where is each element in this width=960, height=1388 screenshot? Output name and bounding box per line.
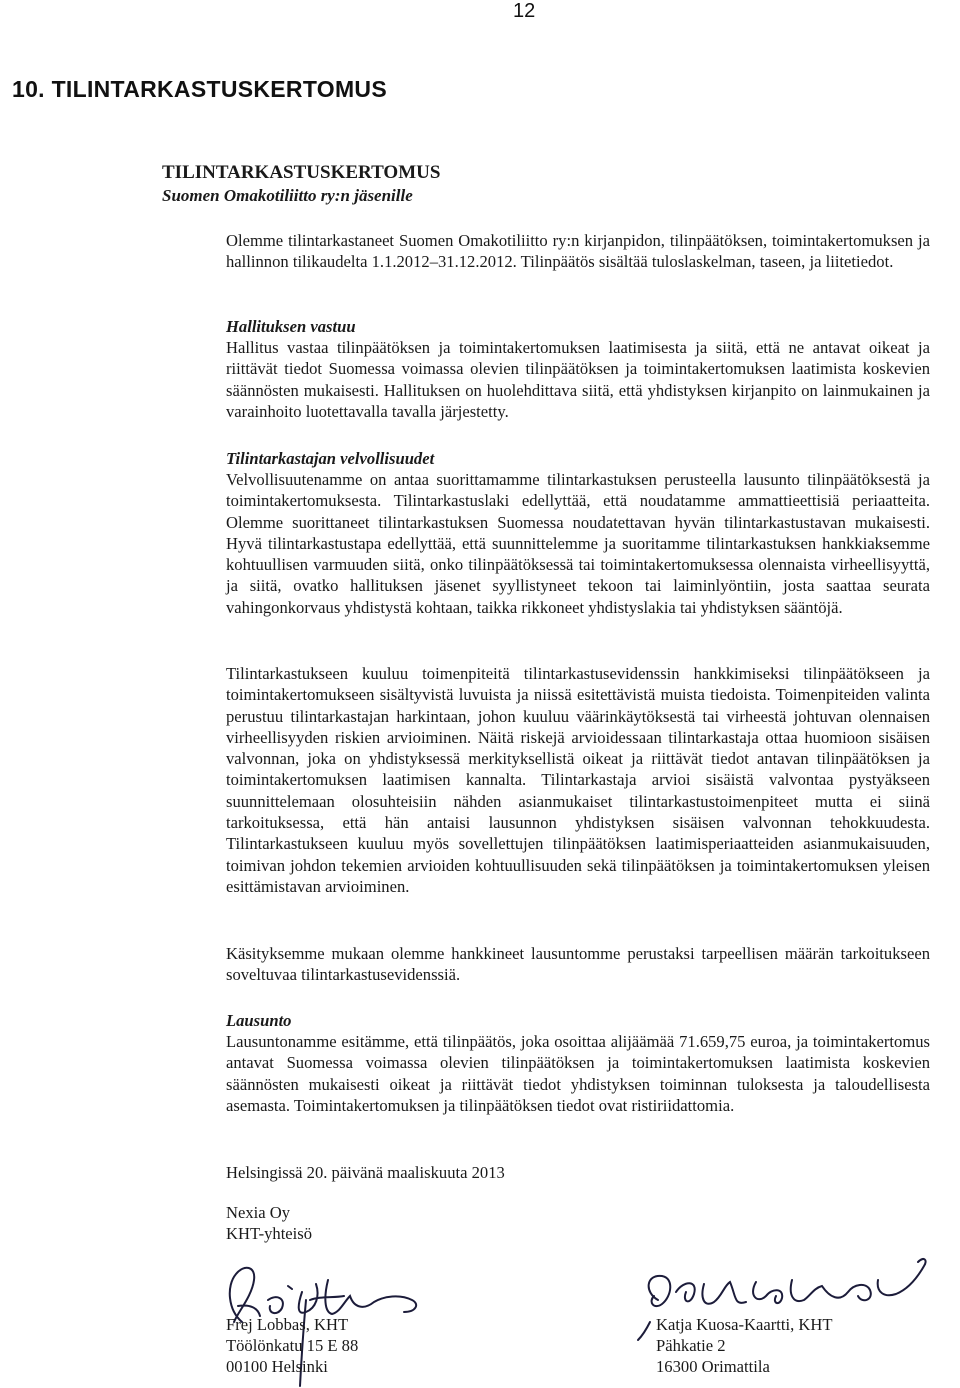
audit-firm-type: KHT-yhteisö [226,1224,313,1243]
right-signatory-street: Pähkatie 2 [656,1336,726,1355]
page-number: 12 [513,0,536,22]
place-date: Helsingissä 20. päivänä maaliskuuta 2013 [226,1163,505,1182]
evidence-paragraph: Käsityksemme mukaan olemme hankkineet lausuntomme perustaksi tarpeellisen määrän tarkoitukseen soveltuvaa tilintarkastusevidenssiä. [226,944,930,985]
scanned-audit-report [0,150,960,1387]
opinion-heading: Lausunto [226,1011,292,1030]
audit-procedures-block [226,663,930,897]
opinion-section [226,1010,930,1116]
intro-paragraph: Olemme tilintarkastaneet Suomen Omakotiliitto ry:n kirjanpidon, tilinpäätöksen, toimintakertomuksen ja hallinnon tilikaudelta 1.1.2012–31.12.2012. Tilinpäätös sisältää tuloslaskelman, taseen, ja liitetiedot. [226,231,930,272]
auditor-duties-heading: Tilintarkastajan velvollisuudet [226,449,435,468]
report-title: TILINTARKASTUSKERTOMUS [162,162,441,183]
place-date-block [226,1162,930,1183]
board-responsibility-text: Hallitus vastaa tilinpäätöksen ja toimintakertomuksen laatimisesta ja siitä, että ne antavat oikeat ja riittävät tiedot Suomessa voimassa olevien tilinpäätöksen ja toimintakertomuksen laatimista koskevien säännösten mukaisesti. Hallituksen on huolehdittava siitä, että yhdistyksen kirjanpito on lainmukainen ja varainhoito luotettavalla tavalla järjestetty. [226,338,930,421]
auditor-duties-text: Velvollisuutenamme on antaa suorittamamme tilintarkastuksen perusteella lausunto tilinpäätöksestä ja toimintakertomuksesta. Tilintarkastuslaki edellyttää, että noudatamme ammattieettisiä periaatteita. Olemme suorittaneet tilintarkastuksen Suomessa noudatettavan hyvän tilintarkastustavan mukaisesti. Hyvä tilintarkastustapa edellyttää, että suunnittelemme ja suoritamme tilintarkastuksen hankkiaksemme kohtuullisen varmuuden siitä, onko tilinpäätöksessä tai toimintakertomuksessa olennaista virheellisyyttä, ja siitä, ovatko hallituksen jäsenet syyllistyneet tekoon tai laiminlyöntiin, josta saattaa seurata vahingonkorvaus yhdistystä kohtaan, taikka rikkoneet yhdistyslakia tai yhdistyksen sääntöjä. [226,470,930,617]
auditor-duties-section [226,448,930,618]
left-signatory-city: 00100 Helsinki [226,1357,328,1376]
audit-firm-name: Nexia Oy [226,1203,291,1222]
signatures-area [226,1202,930,1387]
right-signatory-city: 16300 Orimattila [656,1357,770,1376]
board-responsibility-section [226,316,930,422]
audit-firm [226,1202,312,1244]
evidence-block [226,943,930,986]
board-responsibility-heading: Hallituksen vastuu [226,317,356,336]
right-signatory-name: Katja Kuosa-Kaartti, KHT [656,1315,833,1334]
intro-block [226,230,930,273]
left-signatory-name: Frej Lobbas, KHT [226,1315,349,1334]
left-signatory-street: Töölönkatu 15 E 88 [226,1336,359,1355]
audit-procedures-paragraph: Tilintarkastukseen kuuluu toimenpiteitä tilintarkastusevidenssin hankkimiseksi tilinpäätökseen ja toimintakertomukseen sisältyvistä luvuista ja niissä esitettävistä muista tiedoista. Toimenpiteiden valinta perustuu tilintarkastajan harkintaan, johon kuuluu väärinkäytöksestä tai virheestä johtuvan olennaisen virheellisyyden riskien arvioiminen. Näitä riskejä arvioidessaan tilintarkastaja ottaa huomioon sisäisen valvonnan, joka on yhdistyksessä merkityksellistä oikeat ja riittävät tiedot antavan tilinpäätöksen ja toimintakertomuksen laatimisen kannalta. Tilintarkastaja arvioi sisäistä valvontaa pystyäkseen suunnittelemaan olosuhteisiin nähden asianmukaiset tilintarkastustoimenpiteet mutta ei siinä tarkoituksessa, että hän antaisi lausunnon yhdistyksen sisäisen valvonnan tehokkuudesta. Tilintarkastukseen kuuluu myös sovellettujen tilinpäätöksen laatimisperiaatteiden asianmukaisuuden, toimivan johdon tekemien arvioiden kohtuullisuuden sekä tilinpäätöksen ja toimintakertomuksen yleisen esittämistavan arvioiminen. [226,664,930,896]
report-subtitle: Suomen Omakotiliitto ry:n jäsenille [162,186,413,205]
left-signatory [226,1314,358,1377]
right-signatory [656,1314,832,1377]
opinion-text: Lausuntonamme esitämme, että tilinpäätös, joka osoittaa alijäämää 71.659,75 euroa, ja toimintakertomus antavat Suomessa voimassa olevien tilinpäätöksen ja toimintakertomuksen laatimista koskevien säännösten mukaisesti oikeat ja riittävät tiedot yhdistyksen toiminnan tuloksesta ja taloudellisesta asemasta. Toimintakertomuksen ja tilinpäätöksen tiedot ovat ristiriidattomia. [226,1032,930,1115]
section-heading: 10. TILINTARKASTUSKERTOMUS [12,76,387,102]
